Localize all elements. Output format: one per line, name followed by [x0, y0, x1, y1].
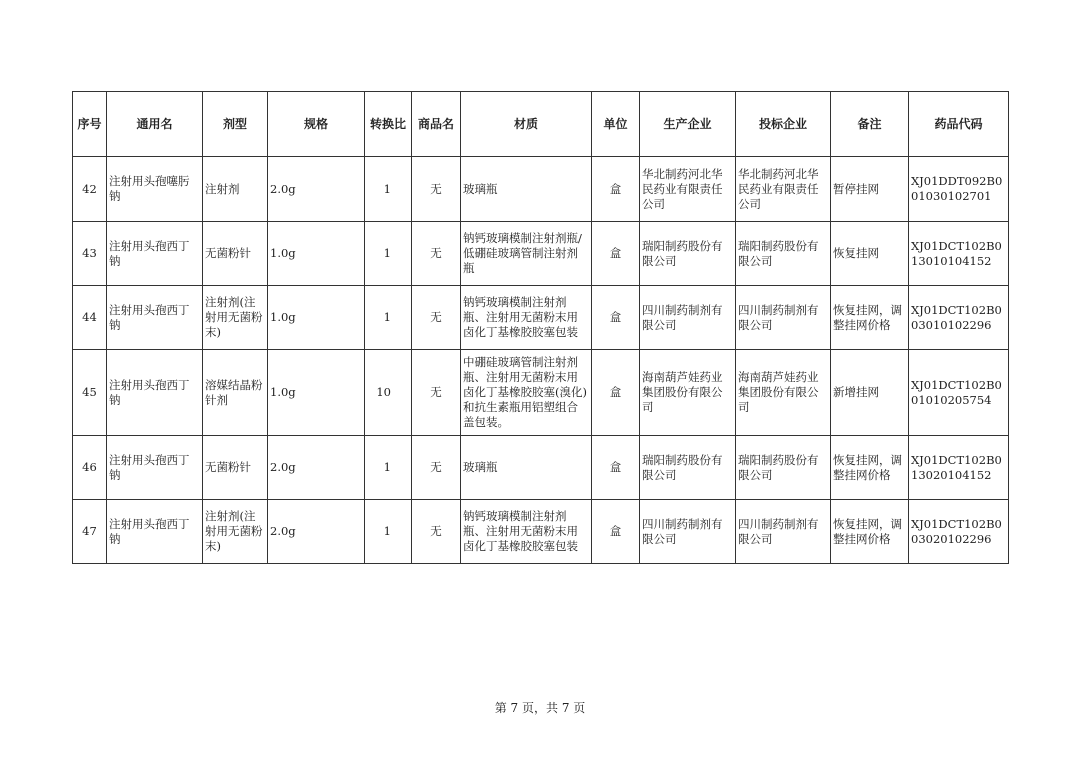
cell-dosage-form: 注射剂 [203, 157, 268, 222]
table-row [73, 436, 1009, 500]
table-row [73, 350, 1009, 436]
cell-spec: 2.0g [268, 436, 365, 500]
cell-manufacturer: 四川制药制剂有限公司 [640, 500, 736, 564]
header-dosage-form: 剂型 [203, 92, 268, 157]
cell-manufacturer: 海南葫芦娃药业集团股份有限公司 [640, 350, 736, 436]
cell-no: 44 [73, 286, 107, 350]
cell-unit: 盒 [592, 436, 640, 500]
cell-manufacturer: 四川制药制剂有限公司 [640, 286, 736, 350]
cell-drug-code: XJ01DCT102B003020102296 [909, 500, 1009, 564]
cell-remark: 恢复挂网，调整挂网价格 [831, 500, 909, 564]
cell-dosage-form: 注射剂(注射用无菌粉末) [203, 500, 268, 564]
cell-spec: 2.0g [268, 500, 365, 564]
cell-drug-code: XJ01DCT102B013020104152 [909, 436, 1009, 500]
cell-generic-name: 注射用头孢西丁钠 [107, 222, 203, 286]
cell-conversion-ratio: 10 [365, 350, 412, 436]
cell-generic-name: 注射用头孢西丁钠 [107, 286, 203, 350]
cell-generic-name: 注射用头孢西丁钠 [107, 350, 203, 436]
cell-material: 中硼硅玻璃管制注射剂瓶、注射用无菌粉末用卤化丁基橡胶胶塞(溴化)和抗生素瓶用铝塑组合盖包装。 [461, 350, 592, 436]
table-row [73, 286, 1009, 350]
cell-manufacturer: 瑞阳制药股份有限公司 [640, 436, 736, 500]
cell-drug-code: XJ01DDT092B001030102701 [909, 157, 1009, 222]
cell-unit: 盒 [592, 157, 640, 222]
cell-trade-name: 无 [412, 436, 461, 500]
cell-material: 玻璃瓶 [461, 157, 592, 222]
cell-drug-code: XJ01DCT102B003010102296 [909, 286, 1009, 350]
header-remark: 备注 [831, 92, 909, 157]
cell-bidder: 华北制药河北华民药业有限责任公司 [736, 157, 831, 222]
cell-spec: 2.0g [268, 157, 365, 222]
cell-bidder: 海南葫芦娃药业集团股份有限公司 [736, 350, 831, 436]
cell-generic-name: 注射用头孢噻肟钠 [107, 157, 203, 222]
header-no: 序号 [73, 92, 107, 157]
cell-material: 钠钙玻璃模制注射剂瓶、注射用无菌粉末用卤化丁基橡胶胶塞包装 [461, 500, 592, 564]
cell-trade-name: 无 [412, 157, 461, 222]
cell-unit: 盒 [592, 286, 640, 350]
cell-unit: 盒 [592, 350, 640, 436]
cell-trade-name: 无 [412, 350, 461, 436]
cell-generic-name: 注射用头孢西丁钠 [107, 500, 203, 564]
cell-trade-name: 无 [412, 286, 461, 350]
header-manufacturer: 生产企业 [640, 92, 736, 157]
cell-remark: 恢复挂网 [831, 222, 909, 286]
cell-remark: 恢复挂网，调整挂网价格 [831, 436, 909, 500]
drug-list-table-container [72, 91, 1008, 564]
cell-bidder: 瑞阳制药股份有限公司 [736, 436, 831, 500]
cell-manufacturer: 瑞阳制药股份有限公司 [640, 222, 736, 286]
cell-drug-code: XJ01DCT102B001010205754 [909, 350, 1009, 436]
cell-trade-name: 无 [412, 222, 461, 286]
header-trade-name: 商品名 [412, 92, 461, 157]
drug-list-table [72, 91, 1009, 564]
header-spec: 规格 [268, 92, 365, 157]
cell-spec: 1.0g [268, 350, 365, 436]
cell-dosage-form: 溶媒结晶粉针剂 [203, 350, 268, 436]
cell-material: 钠钙玻璃模制注射剂瓶/低硼硅玻璃管制注射剂瓶 [461, 222, 592, 286]
cell-bidder: 四川制药制剂有限公司 [736, 286, 831, 350]
header-bidder: 投标企业 [736, 92, 831, 157]
cell-manufacturer: 华北制药河北华民药业有限责任公司 [640, 157, 736, 222]
cell-generic-name: 注射用头孢西丁钠 [107, 436, 203, 500]
cell-remark: 新增挂网 [831, 350, 909, 436]
cell-dosage-form: 注射剂(注射用无菌粉末) [203, 286, 268, 350]
cell-no: 47 [73, 500, 107, 564]
cell-trade-name: 无 [412, 500, 461, 564]
cell-remark: 恢复挂网，调整挂网价格 [831, 286, 909, 350]
header-generic-name: 通用名 [107, 92, 203, 157]
page-number: 第 7 页，共 7 页 [494, 701, 586, 715]
cell-unit: 盒 [592, 500, 640, 564]
header-unit: 单位 [592, 92, 640, 157]
cell-conversion-ratio: 1 [365, 157, 412, 222]
cell-dosage-form: 无菌粉针 [203, 436, 268, 500]
cell-conversion-ratio: 1 [365, 222, 412, 286]
cell-spec: 1.0g [268, 222, 365, 286]
cell-unit: 盒 [592, 222, 640, 286]
cell-no: 46 [73, 436, 107, 500]
cell-material: 玻璃瓶 [461, 436, 592, 500]
cell-no: 42 [73, 157, 107, 222]
cell-remark: 暂停挂网 [831, 157, 909, 222]
cell-dosage-form: 无菌粉针 [203, 222, 268, 286]
table-header-row [73, 92, 1009, 157]
header-drug-code: 药品代码 [909, 92, 1009, 157]
header-material: 材质 [461, 92, 592, 157]
cell-no: 43 [73, 222, 107, 286]
cell-material: 钠钙玻璃模制注射剂瓶、注射用无菌粉末用卤化丁基橡胶胶塞包装 [461, 286, 592, 350]
cell-no: 45 [73, 350, 107, 436]
cell-bidder: 瑞阳制药股份有限公司 [736, 222, 831, 286]
cell-conversion-ratio: 1 [365, 286, 412, 350]
table-row [73, 222, 1009, 286]
cell-spec: 1.0g [268, 286, 365, 350]
table-row [73, 157, 1009, 222]
cell-conversion-ratio: 1 [365, 436, 412, 500]
cell-drug-code: XJ01DCT102B013010104152 [909, 222, 1009, 286]
header-conversion-ratio: 转换比 [365, 92, 412, 157]
table-row [73, 500, 1009, 564]
cell-conversion-ratio: 1 [365, 500, 412, 564]
cell-bidder: 四川制药制剂有限公司 [736, 500, 831, 564]
